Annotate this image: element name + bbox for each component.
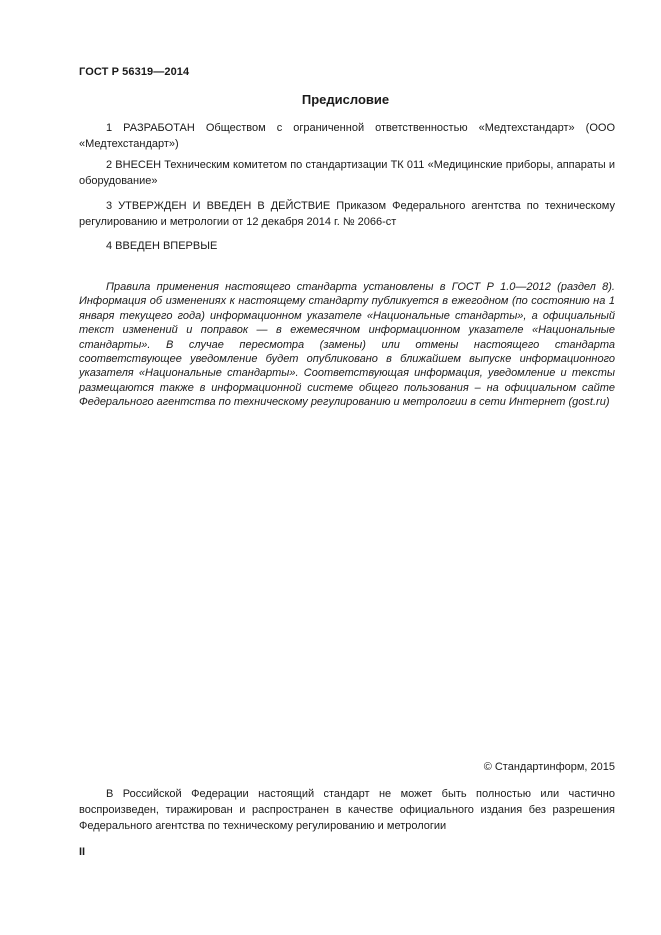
application-rules-notice: Правила применения настоящего стандарта установлены в ГОСТ Р 1.0—2012 (раздел 8). Информация об изменениях к настоящему стандарту публикуется в ежегодном (по состоянию на 1 января текущего года) информационном указателе «Национальные стандарты», а официальный текст изменений и поправок — в ежемесячном информационном указателе «Национальные стандарты». В случае пересмотра (замены) или отмены настоящего стандарта соответствующее уведомление будет опубликовано в ближайшем выпуске информационного указателя «Национальные стандарты». Соответствующая информация, уведомление и тексты размещаются также в информационной системе общего пользования – на официальном сайте Федерального агентства по техническому регулированию и метрологии в сети Интернет (gost.ru) [79, 281, 615, 409]
foreword-item-2: 2 ВНЕСЕН Техническим комитетом по стандартизации ТК 011 «Медицинские приборы, аппараты и оборудование» [79, 159, 615, 187]
page-title: Предисловие [301, 92, 390, 107]
page-number: II [79, 846, 86, 858]
foreword-item-3: 3 УТВЕРЖДЕН И ВВЕДЕН В ДЕЙСТВИЕ Приказом Федерального агентства по техническому регулированию и метрологии от 12 декабря 2014 г. № 2066-ст [79, 200, 615, 228]
document-code: ГОСТ Р 56319—2014 [79, 66, 190, 78]
foreword-item-4: 4 ВВЕДЕН ВПЕРВЫЕ [106, 240, 218, 252]
legal-notice: В Российской Федерации настоящий стандарт не может быть полностью или частично воспроизведен, тиражирован и распространен в качестве официального издания без разрешения Федерального агентства по техническому регулированию и метрологии [79, 788, 615, 832]
foreword-item-1: 1 РАЗРАБОТАН Обществом с ограниченной ответственностью «Медтехстандарт» (ООО «Медтехстандарт») [79, 122, 615, 150]
copyright-line: © Стандартинформ, 2015 [483, 761, 615, 773]
